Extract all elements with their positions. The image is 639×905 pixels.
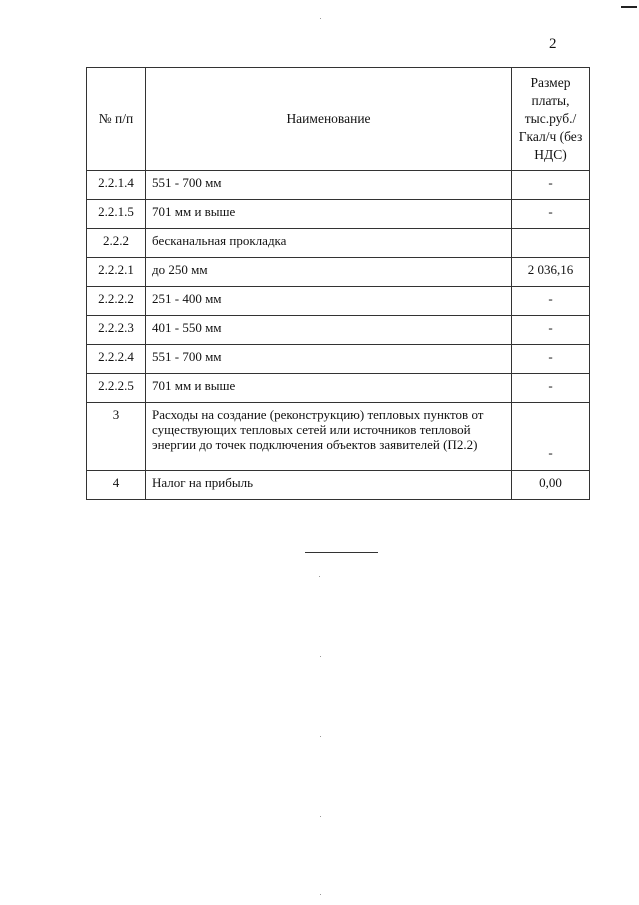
row-value: 2 036,16 xyxy=(512,258,590,287)
scan-speck xyxy=(320,656,321,657)
row-number: 2.2.2.5 xyxy=(87,374,146,403)
table-row xyxy=(87,374,590,403)
row-number: 4 xyxy=(87,471,146,500)
row-name: до 250 мм xyxy=(146,258,512,287)
corner-mark xyxy=(621,6,637,8)
table-row xyxy=(87,258,590,287)
table-row xyxy=(87,229,590,258)
table-row xyxy=(87,171,590,200)
row-value: - xyxy=(512,316,590,345)
row-name: 701 мм и выше xyxy=(146,200,512,229)
row-name: 251 - 400 мм xyxy=(146,287,512,316)
table-row xyxy=(87,316,590,345)
row-name: 701 мм и выше xyxy=(146,374,512,403)
row-number: 2.2.2.3 xyxy=(87,316,146,345)
row-name: Расходы на создание (реконструкцию) тепловых пунктов от существующих тепловых сетей или источников тепловой энергии до точек подключения объектов заявителей (П2.2) xyxy=(146,403,512,471)
row-value: - xyxy=(512,403,590,471)
header-fee: Размер платы, тыс.руб./ Гкал/ч (без НДС) xyxy=(512,68,590,171)
scan-speck xyxy=(320,736,321,737)
row-value: 0,00 xyxy=(512,471,590,500)
row-number: 2.2.2.2 xyxy=(87,287,146,316)
row-value: - xyxy=(512,287,590,316)
scan-speck xyxy=(319,576,320,577)
fee-table xyxy=(86,67,590,500)
header-number: № п/п xyxy=(87,68,146,171)
page-number: 2 xyxy=(549,36,557,52)
row-number: 2.2.1.5 xyxy=(87,200,146,229)
row-number: 3 xyxy=(87,403,146,471)
row-value: - xyxy=(512,374,590,403)
table-row xyxy=(87,287,590,316)
row-value: - xyxy=(512,345,590,374)
row-value: - xyxy=(512,171,590,200)
header-name: Наименование xyxy=(146,68,512,171)
scan-speck xyxy=(320,894,321,895)
row-name: 401 - 550 мм xyxy=(146,316,512,345)
end-line xyxy=(305,552,378,553)
table-row xyxy=(87,345,590,374)
row-number: 2.2.2.1 xyxy=(87,258,146,287)
row-number: 2.2.1.4 xyxy=(87,171,146,200)
table-row xyxy=(87,200,590,229)
table-row xyxy=(87,403,590,471)
row-number: 2.2.2 xyxy=(87,229,146,258)
row-name: Налог на прибыль xyxy=(146,471,512,500)
row-name: 551 - 700 мм xyxy=(146,345,512,374)
row-name: 551 - 700 мм xyxy=(146,171,512,200)
row-name: бесканальная прокладка xyxy=(146,229,512,258)
scan-speck xyxy=(320,18,321,19)
row-value xyxy=(512,229,590,258)
row-value: - xyxy=(512,200,590,229)
row-number: 2.2.2.4 xyxy=(87,345,146,374)
table-row xyxy=(87,471,590,500)
scan-speck xyxy=(320,816,321,817)
table-header-row xyxy=(87,68,590,171)
